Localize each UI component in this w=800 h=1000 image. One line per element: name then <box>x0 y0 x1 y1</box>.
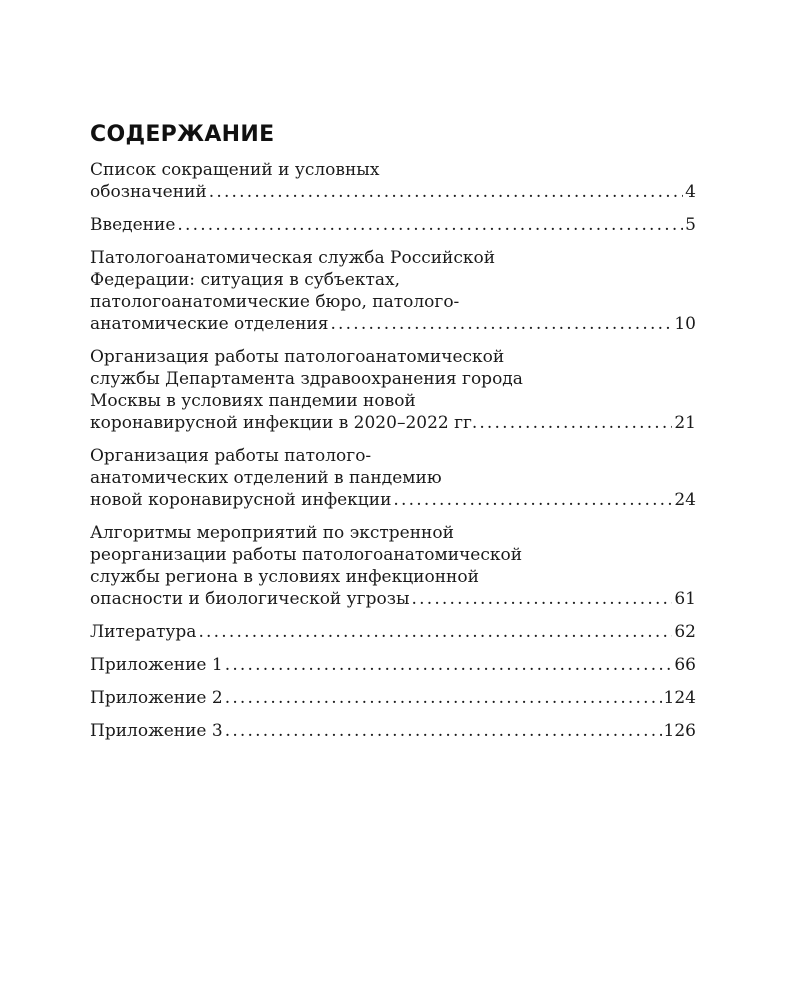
toc-entry-text: Приложение 1 <box>90 655 223 675</box>
dot-leader <box>209 181 683 203</box>
toc-entry-line: реорганизации работы патологоанатомической <box>90 545 523 565</box>
toc-entry <box>90 720 696 742</box>
toc-entry-last-line <box>90 214 696 236</box>
toc-entry <box>90 214 696 236</box>
dot-leader <box>225 687 662 709</box>
toc-entry-text: Приложение 3 <box>90 721 223 741</box>
toc-entry-text: Литература <box>90 622 197 642</box>
page-title: СОДЕРЖАНИЕ <box>90 122 275 147</box>
toc-page-number: 21 <box>674 413 696 433</box>
toc-page-number: 24 <box>674 490 696 510</box>
toc-entry-line: Организация работы патолого- <box>90 446 372 466</box>
toc-entry <box>90 346 696 434</box>
toc-entry-line: Список сокращений и условных <box>90 160 380 180</box>
toc-entry-text: Приложение 2 <box>90 688 223 708</box>
toc-entry <box>90 247 696 335</box>
toc-page-number: 62 <box>674 622 696 642</box>
toc-entry-last-line <box>90 621 696 643</box>
dot-leader <box>225 720 662 742</box>
toc-entry-line: Организация работы патологоанатомической <box>90 347 505 367</box>
toc-page-number: 61 <box>674 589 696 609</box>
toc-entry-text: новой коронавирусной инфекции <box>90 490 392 510</box>
toc-page-number: 124 <box>663 688 696 708</box>
toc-entry <box>90 522 696 610</box>
toc-entry-line: Патологоанатомическая служба Российской <box>90 248 496 268</box>
toc-entry-line: Алгоритмы мероприятий по экстренной <box>90 523 454 543</box>
toc-entry-line: службы Департамента здравоохранения города <box>90 369 523 389</box>
table-of-contents <box>90 122 696 753</box>
toc-page-number: 10 <box>674 314 696 334</box>
dot-leader <box>177 214 683 236</box>
toc-entry-last-line <box>90 412 696 434</box>
dot-leader <box>225 654 673 676</box>
toc-entry-last-line <box>90 181 696 203</box>
toc-entry <box>90 654 696 676</box>
dot-leader <box>198 621 672 643</box>
dot-leader <box>330 313 672 335</box>
toc-entry-line: службы региона в условиях инфекционной <box>90 567 479 587</box>
toc-entry-text: обозначений <box>90 182 207 202</box>
toc-entry <box>90 159 696 203</box>
toc-entry-last-line <box>90 687 696 709</box>
toc-entry-line: Федерации: ситуация в субъектах, <box>90 270 400 290</box>
toc-entry-text: опасности и биологической угрозы <box>90 589 410 609</box>
toc-entry <box>90 621 696 643</box>
toc-entry-line: патологоанатомические бюро, патолого- <box>90 292 460 312</box>
toc-entry-last-line <box>90 654 696 676</box>
toc-entry-text: коронавирусной инфекции в 2020–2022 гг. <box>90 413 478 433</box>
toc-page-number: 5 <box>685 215 696 235</box>
toc-entry <box>90 445 696 511</box>
toc-entry-text: Введение <box>90 215 176 235</box>
toc-entry-last-line <box>90 489 696 511</box>
toc-entry-line: Москвы в условиях пандемии новой <box>90 391 416 411</box>
toc-entry-last-line <box>90 588 696 610</box>
toc-entry-text: анатомические отделения <box>90 314 329 334</box>
toc-entry-last-line <box>90 313 696 335</box>
toc-page-number: 4 <box>685 182 696 202</box>
toc-entry-last-line <box>90 720 696 742</box>
toc-page-number: 66 <box>674 655 696 675</box>
dot-leader <box>393 489 672 511</box>
toc-page-number: 126 <box>663 721 696 741</box>
toc-entry-line: анатомических отделений в пандемию <box>90 468 442 488</box>
dot-leader <box>412 588 673 610</box>
dot-leader <box>479 412 672 434</box>
toc-entry <box>90 687 696 709</box>
